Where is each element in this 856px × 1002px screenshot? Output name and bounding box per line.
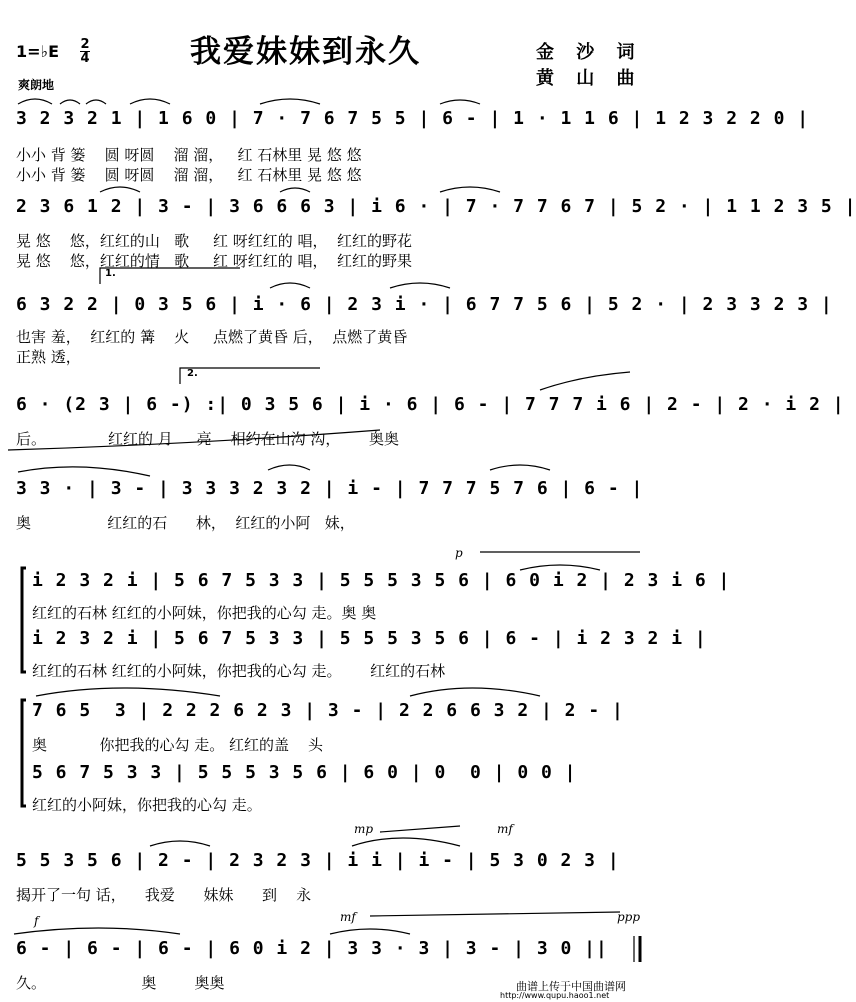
slur (268, 465, 310, 470)
system-2-lyrics-2: 晃 悠 悠，红红的情 歌 红 呀红红的 唱， 红红的野果 (16, 252, 413, 270)
slur (540, 372, 630, 390)
slur (352, 838, 460, 846)
crescendo (380, 826, 460, 832)
volta-bracket (100, 268, 240, 284)
slur (260, 99, 320, 104)
dynamic-mp: mp (354, 822, 374, 836)
dynamic-mf: mf (497, 822, 513, 836)
slur (270, 283, 310, 288)
key-signature: 1=♭E (16, 42, 60, 61)
crescendo (370, 912, 620, 916)
slur (100, 187, 140, 192)
slur (60, 100, 80, 104)
time-signature-top: 2 (80, 37, 90, 52)
volta-first: 1. (105, 268, 116, 279)
system-4-notes: 6 · (2 3 | 6 -) :| 0 3 5 6 | i · 6 | 6 - | 7 7 7 i 6 | 2 - | 2 · i 2 | (16, 394, 845, 415)
lyricist-credit: 金 沙 词 (536, 42, 643, 63)
slur (520, 565, 600, 570)
slur (14, 928, 180, 934)
system-7-upper-notes: 7 6 5 3 | 2 2 2 6 2 3 | 3 - | 2 2 6 6 3 2 | 2 - | (32, 700, 624, 721)
system-2-notes: 2 3 6 1 2 | 3 - | 3 6 6 6 3 | i 6 · | 7 · 7 7 6 7 | 5 2 · | 1 1 2 3 5 | (16, 196, 856, 217)
dynamic-p: p (455, 546, 463, 560)
slur (130, 99, 170, 104)
system-6-upper-lyrics: 红红的石林 红红的小阿妹，你把我的心勾 走。奥 奥 (32, 604, 377, 622)
watermark-line-2: http://www.qupu.haoo1.net (500, 991, 610, 1000)
dynamic-mf-2: mf (340, 910, 356, 924)
system-3-notes: 6 3 2 2 | 0 3 5 6 | i · 6 | 2 3 i · | 6 7 7 5 6 | 5 2 · | 2 3 3 2 3 | (16, 294, 833, 315)
composer-credit: 黄 山 曲 (536, 68, 643, 89)
system-7-lower-notes: 5 6 7 5 3 3 | 5 5 5 3 5 6 | 6 0 | 0 0 | 0 0 | (32, 762, 577, 783)
slur (150, 841, 210, 846)
slur (440, 187, 500, 192)
system-9-lyrics-1: 久。 奥 奥奥 (16, 974, 225, 992)
slur (18, 99, 52, 104)
dynamic-f: f (34, 914, 39, 928)
system-6-upper-notes: i 2 3 2 i | 5 6 7 5 3 3 | 5 5 5 3 5 6 | 6 0 i 2 | 2 3 i 6 | (32, 570, 731, 591)
system-9-notes: 6 - | 6 - | 6 - | 6 0 i 2 | 3 3 · 3 | 3 - | 3 0 || (16, 938, 608, 959)
system-5-notes: 3 3 · | 3 - | 3 3 3 2 3 2 | i - | 7 7 7 5 7 6 | 6 - | (16, 478, 644, 499)
system-3-lyrics-2: 正熟 透， (16, 348, 81, 366)
watermark-line-1: 曲谱上传于中国曲谱网 (516, 980, 626, 993)
system-6-lower-lyrics: 红红的石林 红红的小阿妹，你把我的心勾 走。 红红的石林 (32, 662, 446, 680)
system-7-upper-lyrics: 奥 你把我的心勾 走。 红红的盖 头 (32, 736, 324, 754)
tempo-marking: 爽朗地 (18, 78, 55, 92)
system-8-notes: 5 5 3 5 6 | 2 - | 2 3 2 3 | i i | i - | 5 3 0 2 3 | (16, 850, 620, 871)
slur (330, 929, 410, 934)
system-3-lyrics-1: 也害 羞， 红红的 篝 火 点燃了黄昏 后， 点燃了黄昏 (16, 328, 408, 346)
system-1-lyrics-2: 小小 背 篓 圆 呀圆 溜 溜， 红 石林里 晃 悠 悠 (16, 166, 362, 184)
volta-bracket (180, 368, 320, 384)
crescendo (8, 430, 380, 450)
system-8-lyrics-1: 揭开了一句 话， 我爱 妹妹 到 永 (16, 886, 312, 904)
system-2-lyrics-1: 晃 悠 悠，红红的山 歌 红 呀红红的 唱， 红红的野花 (16, 232, 413, 250)
system-4-lyrics-1: 后。 红红的 月 亮 相约在山沟 沟， 奥奥 (16, 430, 400, 448)
volta-second: 2. (187, 368, 198, 379)
system-bracket (22, 568, 26, 672)
system-7-lower-lyrics: 红红的小阿妹，你把我的心勾 走。 (32, 796, 262, 814)
slur (18, 467, 150, 476)
slur (86, 100, 106, 104)
dynamic-ppp: ppp (617, 910, 641, 924)
slur (490, 465, 550, 470)
page-title: 我爱妹妹到永久 (190, 34, 421, 70)
slur (440, 100, 480, 104)
slur (280, 188, 310, 192)
slur (36, 688, 220, 696)
system-5-lyrics-1: 奥 红红的石 林， 红红的小阿 妹， (16, 514, 355, 532)
system-6-lower-notes: i 2 3 2 i | 5 6 7 5 3 3 | 5 5 5 3 5 6 | 6 - | i 2 3 2 i | (32, 628, 707, 649)
slur (410, 688, 540, 696)
time-signature-bottom: 4 (80, 51, 90, 66)
system-1-lyrics-1: 小小 背 篓 圆 呀圆 溜 溜， 红 石林里 晃 悠 悠 (16, 146, 362, 164)
system-bracket (22, 700, 26, 806)
slur (390, 283, 450, 288)
system-1-notes: 3 2 3 2 1 | 1 6 0 | 7 · 7 6 7 5 5 | 6 - | 1 · 1 1 6 | 1 2 3 2 2 0 | (16, 108, 810, 129)
